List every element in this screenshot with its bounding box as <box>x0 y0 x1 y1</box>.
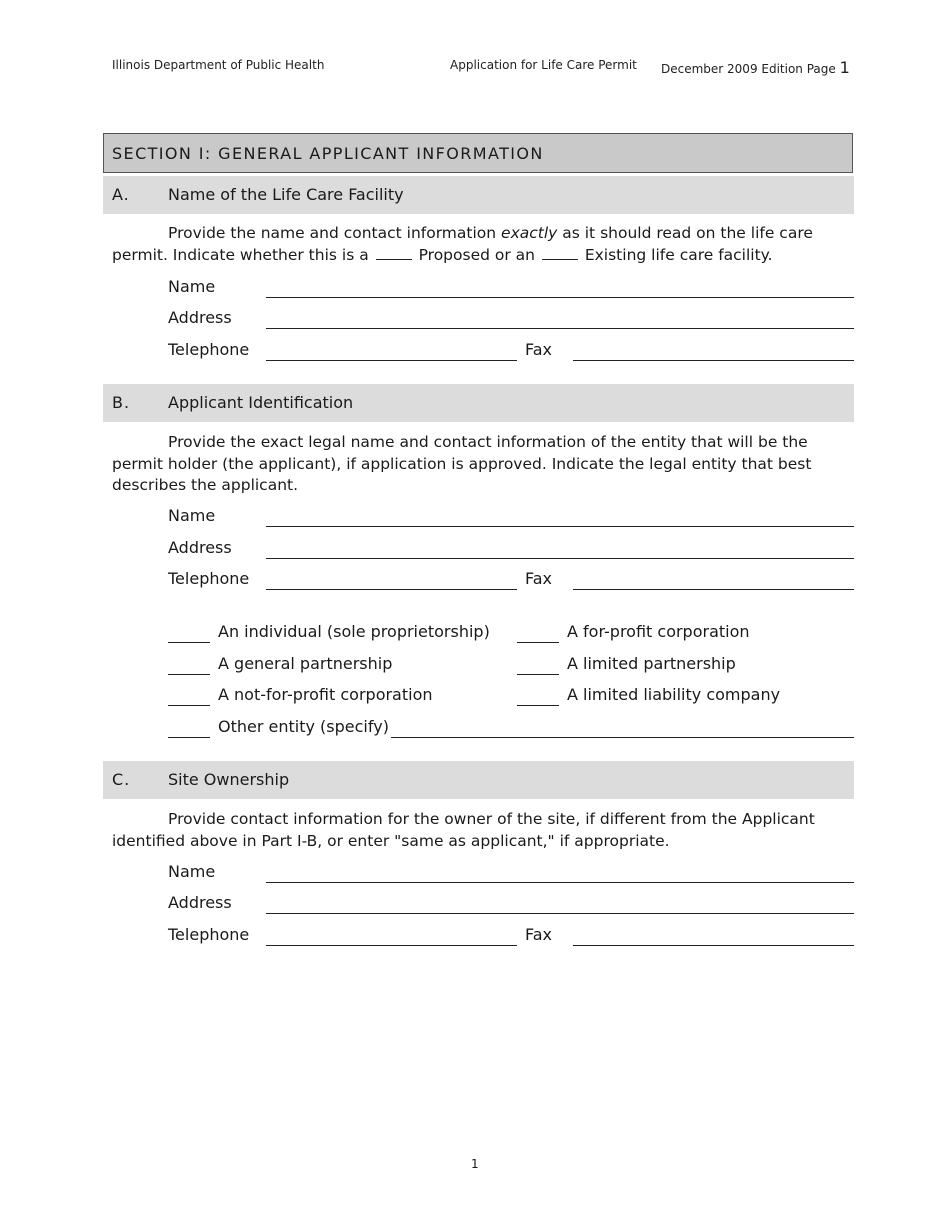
part-b-heading <box>103 384 854 422</box>
part-b-letter: B. <box>112 393 131 412</box>
entity-label-general-partnership: A general partnership <box>218 654 393 673</box>
existing-blank[interactable] <box>542 245 578 260</box>
header-page-number: 1 <box>839 58 850 77</box>
part-c-letter: C. <box>112 770 131 789</box>
entity-other-specify-field[interactable] <box>391 737 854 738</box>
part-a-fax-field[interactable] <box>573 360 854 361</box>
entity-blank-llc[interactable] <box>517 705 559 706</box>
section-banner <box>103 133 853 173</box>
part-c-title: Site Ownership <box>168 770 290 789</box>
part-a-heading <box>103 176 854 214</box>
part-b-address-field[interactable] <box>266 558 854 559</box>
part-b-fax-field[interactable] <box>573 589 854 590</box>
part-c-fax-label: Fax <box>525 925 553 944</box>
part-b-telephone-field[interactable] <box>266 589 517 590</box>
part-c-name-label: Name <box>168 862 216 881</box>
entity-blank-for-profit[interactable] <box>517 642 559 643</box>
part-a-telephone-label: Telephone <box>168 340 250 359</box>
part-a-address-field[interactable] <box>266 328 854 329</box>
part-b-name-label: Name <box>168 506 216 525</box>
part-b-telephone-label: Telephone <box>168 569 250 588</box>
part-a-telephone-field[interactable] <box>266 360 517 361</box>
part-a-name-label: Name <box>168 277 216 296</box>
part-c-name-field[interactable] <box>266 882 854 883</box>
part-a-instruction: Provide the name and contact information exactly as it should read on the life care permit. Indicate whether this is a Proposed or an Existing life care facility. <box>112 224 813 264</box>
part-b-instruction: Provide the exact legal name and contact information of the entity that will be the permit holder (the applicant), if application is approved. Indicate the legal entity that best describes the applicant. <box>112 433 812 494</box>
part-b-title: Applicant Identification <box>168 393 354 412</box>
part-a-name-field[interactable] <box>266 297 854 298</box>
header-edition-text: December 2009 Edition Page <box>661 62 836 76</box>
header-edition <box>661 58 850 77</box>
part-c-telephone-field[interactable] <box>266 945 517 946</box>
part-c-fax-field[interactable] <box>573 945 854 946</box>
entity-label-individual: An individual (sole proprietorship) <box>218 622 490 641</box>
part-b-fax-label: Fax <box>525 569 553 588</box>
entity-blank-limited-partnership[interactable] <box>517 674 559 675</box>
part-c-instruction: Provide contact information for the owner of the site, if different from the Applicant identified above in Part I-B, or enter "same as applicant," if appropriate. <box>112 810 815 850</box>
part-c-address-field[interactable] <box>266 913 854 914</box>
part-a-address-label: Address <box>168 308 232 327</box>
part-a-fax-label: Fax <box>525 340 553 359</box>
header-department: Illinois Department of Public Health <box>112 58 325 72</box>
footer-page-number: 1 <box>471 1157 479 1171</box>
part-a-title: Name of the Life Care Facility <box>168 185 404 204</box>
part-b-name-field[interactable] <box>266 526 854 527</box>
entity-label-llc: A limited liability company <box>567 685 781 704</box>
entity-blank-general-partnership[interactable] <box>168 674 210 675</box>
part-c-telephone-label: Telephone <box>168 925 250 944</box>
part-c-heading <box>103 761 854 799</box>
section-title: SECTION I: GENERAL APPLICANT INFORMATION <box>112 144 544 163</box>
part-b-address-label: Address <box>168 538 232 557</box>
header-form-title: Application for Life Care Permit <box>450 58 637 72</box>
part-c-address-label: Address <box>168 893 232 912</box>
entity-label-for-profit: A for-profit corporation <box>567 622 750 641</box>
entity-label-other: Other entity (specify) <box>218 717 389 736</box>
entity-label-not-for-profit: A not-for-profit corporation <box>218 685 433 704</box>
entity-blank-individual[interactable] <box>168 642 210 643</box>
part-a-letter: A. <box>112 185 130 204</box>
proposed-blank[interactable] <box>376 245 412 260</box>
entity-blank-other[interactable] <box>168 737 210 738</box>
entity-label-limited-partnership: A limited partnership <box>567 654 736 673</box>
entity-blank-not-for-profit[interactable] <box>168 705 210 706</box>
emphasis-exactly: exactly <box>501 224 558 242</box>
